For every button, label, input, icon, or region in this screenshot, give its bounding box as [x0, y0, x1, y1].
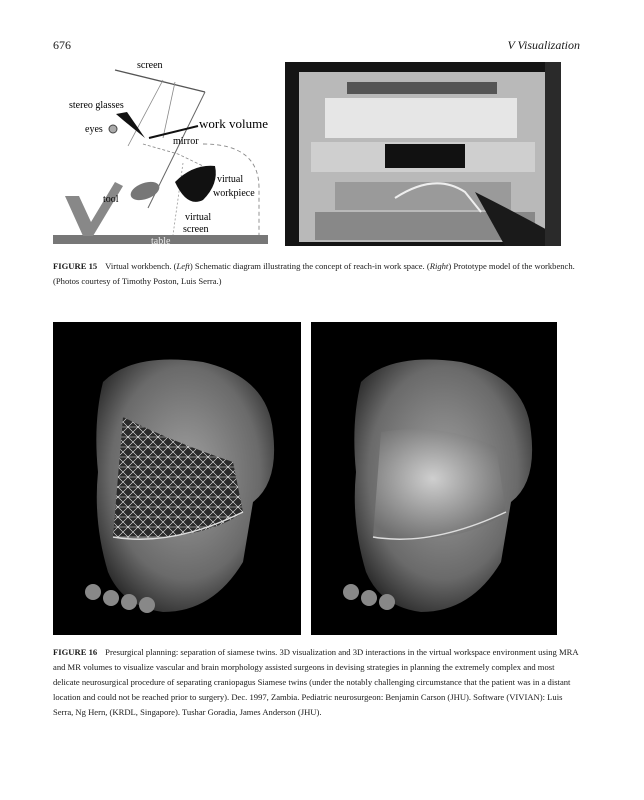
stereo-glasses-shape: [116, 112, 145, 138]
siamese-twins-mesh-render: [53, 322, 301, 635]
label-mirror: mirror: [173, 136, 199, 147]
figure15-caption: [53, 259, 583, 289]
label-eyes: eyes: [85, 124, 103, 135]
running-title: V Visualization: [507, 38, 580, 52]
label-virtual-workpiece-2: workpiece: [213, 188, 255, 199]
workbench-prototype-photo: [285, 62, 561, 246]
figure15-caption-text-3: ) Prototype model of the workbench. (Photos courtesy of Timothy Poston, Luis Serra.): [53, 261, 575, 286]
figure15-caption-right: Right: [429, 261, 449, 271]
figure16-caption-text: Presurgical planning: separation of siamese twins. 3D visualization and 3D interactions in the virtual workspace environment using MRA and MR volumes to visualize vascular and brain morphology assisted surgeons in devising strategies in planning the extremely complex and most delicate neurosurgical procedure of separating craniopagus Siamese twins (under the notably challenging circumstance that the patient was in a distant location and could not be reached prior to surgery). Dec. 1997, Zambia. Pediatric neurosurgeon: Benjamin Carson (JHU). Software (VIVIAN): Luis Serra, Ng Hern, (KRDL, Singapore). Tushar Goradia, James Anderson (JHU).: [53, 647, 579, 717]
label-virtual-screen-2: screen: [183, 224, 209, 235]
page-number: 676: [53, 38, 71, 52]
label-tool: tool: [103, 194, 119, 205]
siamese-twins-surface-render: [311, 322, 557, 635]
workbench-schematic-diagram: [53, 58, 273, 248]
figure15-caption-text-2: ) Schematic diagram illustrating the concept of reach-in work space. (: [189, 261, 430, 271]
label-table: table: [151, 236, 171, 247]
label-screen: screen: [137, 60, 163, 71]
figure15-label: FIGURE 15: [53, 261, 98, 271]
eyes-shape: [109, 125, 117, 133]
label-virtual-workpiece-1: virtual: [217, 174, 244, 185]
label-stereo-glasses: stereo glasses: [69, 100, 124, 111]
tool-shape: [65, 182, 123, 236]
virtual-workpiece-shape: [175, 166, 216, 202]
label-work-volume: work volume: [199, 116, 268, 131]
figure15-caption-left: Left: [176, 261, 190, 271]
figure16-caption: [53, 645, 583, 720]
figure16-label: FIGURE 16: [53, 647, 98, 657]
label-virtual-screen-1: virtual: [185, 212, 212, 223]
figure15-caption-text-1: Virtual workbench. (: [105, 261, 177, 271]
tool-tip-shape: [128, 178, 162, 203]
